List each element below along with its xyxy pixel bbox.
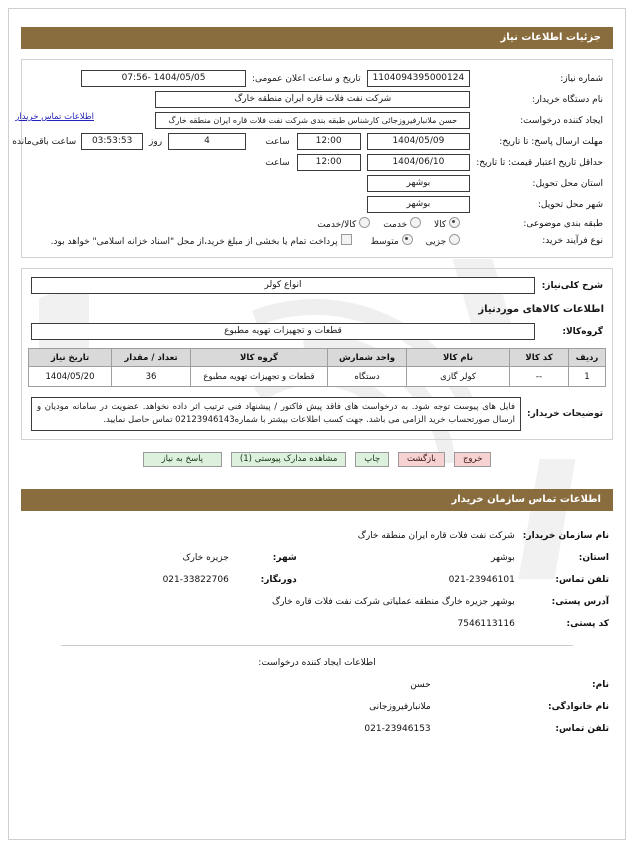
contact-city-label: شهر: [272,553,297,564]
row-contact-postal [21,613,613,635]
page-container [8,8,626,840]
deadline-hour-label: ساعت [265,136,290,147]
creator-phone-value: 021-23946153 [364,724,431,735]
view-attachments-button[interactable]: مشاهده مدارک پیوستی (1) [231,452,346,467]
row-deadline [9,131,606,152]
remaining-days-value: 4 [168,133,246,150]
respond-to-need-button[interactable]: پاسخ به نیاز [143,452,223,467]
col-unit: واحد شمارش [328,349,407,367]
row-contact-org [21,525,613,547]
process-label: نوع فرآیند خرید: [542,235,603,246]
row-contact-address [21,591,613,613]
contact-province-label: استان: [578,553,609,564]
summary-label: شرح کلی‌نیاز: [541,280,603,291]
buyer-org-value: شرکت نفت فلات قاره ایران منطقه خارگ [155,91,470,108]
row-creator-last-name [21,696,613,718]
need-details-form [9,68,606,249]
contact-divider [61,645,573,646]
contact-address-value: بوشهر جزیره خارگ منطقه عملیاتی شرکت نفت فلات قاره خارگ [272,597,515,608]
remarks-table [28,395,606,433]
cell-row-index: 1 [569,367,606,387]
row-city [9,194,606,215]
city-value: بوشهر [367,196,471,213]
print-button[interactable]: چاپ [355,452,389,467]
remaining-time-value: 03:53:53 [81,133,143,150]
category-radio-group [9,215,473,232]
radio-process-minor-label: جزیی [425,237,447,247]
radio-category-goods-service-label: کالا/خدمت [317,220,357,230]
deadline-date-value: 1404/05/09 [367,133,471,150]
announce-label: تاریخ و ساعت اعلان عمومی: [251,73,361,84]
cell-item-name: کولر گازی [407,367,510,387]
action-button-row [9,452,625,467]
row-goods-group [28,321,606,342]
row-validity [9,152,606,173]
row-contact-phone [21,569,613,591]
contact-fax-value: 021-33822706 [162,575,229,586]
validity-hour-value: 12:00 [297,154,361,171]
province-value: بوشهر [367,175,471,192]
city-label: شهر محل تحویل: [537,199,603,210]
treasury-checkbox-label: پرداخت تمام یا بخشی از مبلغ خرید،از محل "اسناد خزانه اسلامی" خواهد بود. [50,237,338,247]
goods-group-table [28,321,606,342]
creator-last-name-value: ملانبارفیروزجانی [369,702,431,713]
buyer-org-label: نام دستگاه خریدار: [532,94,603,105]
cell-quantity: 36 [112,367,191,387]
validity-date-value: 1404/06/10 [367,154,471,171]
contact-title: اطلاعات تماس سازمان خریدار [451,494,601,506]
contact-postal-value: 7546113116 [457,619,515,630]
process-radio-group [9,232,473,249]
remarks-label: توضیحات خریدار: [527,409,603,420]
col-row-index: ردیف [569,349,606,367]
contact-phone-value: 021-23946101 [448,575,515,586]
remaining-days-unit: روز [149,136,163,147]
need-details-panel [12,59,613,258]
category-label: طبقه بندی موضوعی: [523,218,603,229]
row-creator-phone [21,718,613,740]
goods-group-label: گروه‌کالا: [562,326,603,337]
col-need-date: تاریخ نیاز [29,349,112,367]
creator-label: ایجاد کننده درخواست: [520,115,603,126]
row-summary [28,275,606,296]
cell-unit: دستگاه [328,367,407,387]
cell-need-date: 1404/05/20 [29,367,112,387]
contact-org-label: نام سازمان خریدار: [522,531,609,542]
contact-province-value: بوشهر [490,553,515,564]
radio-process-minor[interactable] [449,234,460,245]
col-item-group: گروه کالا [191,349,328,367]
creator-phone-label: تلفن تماس: [555,724,609,735]
exit-button[interactable]: خروج [454,452,492,467]
validity-label: حداقل تاریخ اعتبار قیمت: تا تاریخ: [476,157,603,168]
creator-info-title: اطلاعات ایجاد کننده درخواست: [258,658,376,669]
creator-info-table [21,674,613,740]
creator-first-name-label: نام: [592,680,609,691]
contact-postal-label: کد پستی: [566,619,609,630]
validity-hour-label: ساعت [265,157,290,168]
row-buyer-org [9,89,606,110]
buyer-contact-section [21,525,613,740]
treasury-checkbox[interactable] [341,234,352,245]
summary-table [28,275,606,296]
radio-process-medium[interactable] [402,234,413,245]
goods-section-title: اطلاعات کالاهای موردنیاز [478,304,604,315]
contact-city-value: جزیره خارک [182,553,229,564]
deadline-label: مهلت ارسال پاسخ: تا تاریخ: [499,136,603,147]
province-label: استان محل تحویل: [532,178,603,189]
row-province [9,173,606,194]
back-button[interactable]: بازگشت [398,452,445,467]
col-quantity: تعداد / مقدار [112,349,191,367]
radio-category-goods-service[interactable] [359,217,370,228]
creator-value: حسن ملانبارفیروزجائی کارشناس طبقه بندی شرکت نفت فلات قاره ایران منطقه خارگ [155,112,470,129]
cell-item-code: -- [510,367,569,387]
contact-org-value: شرکت نفت فلات قاره ایران منطقه خارگ [357,531,515,542]
summary-panel [21,268,613,440]
radio-category-service-label: خدمت [383,220,408,230]
row-contact-location [21,547,613,569]
cell-item-group: قطعات و تجهیزات تهویه مطبوع [191,367,328,387]
row-category [9,215,606,232]
row-process-type [9,232,606,249]
creator-last-name-label: نام خانوادگی: [547,702,609,713]
goods-group-value: قطعات و تجهیزات تهویه مطبوع [31,323,535,340]
remaining-time-suffix: ساعت باقی‌مانده [12,136,77,147]
goods-table [28,348,606,387]
radio-process-medium-label: متوسط [370,237,399,247]
contact-address-label: آدرس پستی: [551,597,609,608]
contact-title-bar [21,489,613,511]
deadline-hour-value: 12:00 [297,133,361,150]
col-item-name: نام کالا [407,349,510,367]
col-item-code: کد کالا [510,349,569,367]
table-row [29,367,606,387]
announce-value: 1404/05/05 -07:56 [81,70,246,87]
contact-fax-label: دورنگار: [260,575,297,586]
row-creator-first-name [21,674,613,696]
summary-value: انواع کولر [31,277,535,294]
row-need-number [9,68,606,89]
radio-category-service[interactable] [410,217,421,228]
need-number-label: شماره نیاز: [560,73,603,84]
buyer-contact-table [21,525,613,635]
radio-category-goods[interactable] [449,217,460,228]
page-title: جزئیات اطلاعات نیاز [500,32,601,43]
buyer-contact-link[interactable]: اطلاعات تماس خریدار [15,112,94,122]
row-remarks [28,395,606,433]
contact-phone-label: تلفن تماس: [555,575,609,586]
goods-table-header-row [29,349,606,367]
need-number-value: 1104094395000124 [367,70,471,87]
page-title-bar [21,27,613,49]
row-creator [9,110,606,131]
creator-first-name-value: حسن [410,680,431,691]
remarks-text: فایل های پیوست توجه شود. به درخواست های فاقد پیش فاکتور / پیشنهاد فنی ترتیب اثر داده نخواهد. عضویت در سامانه مودیان و ارسال صورتحساب خرید الزامی می باشد. جهت کسب اطلاعات بیشتر با شماره02123946143 تماس حاصل نمایید. [31,397,521,431]
radio-category-goods-label: کالا [434,220,447,230]
